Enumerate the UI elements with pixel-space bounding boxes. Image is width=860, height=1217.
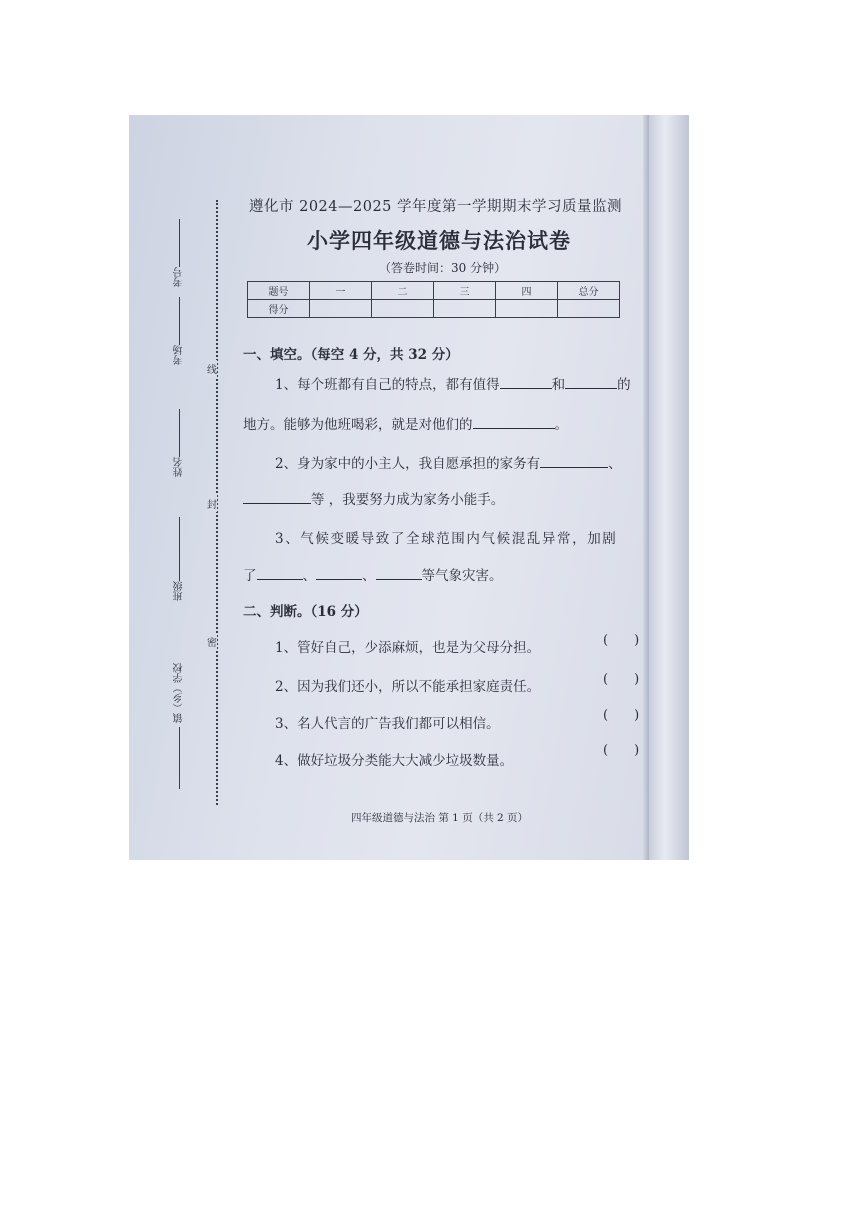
q3-text: 了 <box>243 568 257 584</box>
class-label: 班级 <box>173 581 185 601</box>
question-2-line1 <box>275 452 622 472</box>
exam-room-underline <box>179 297 180 345</box>
question-3-line1: 3、气候变暖导致了全球范围内气候混乱异常，加剧 <box>275 531 618 547</box>
answer-blank <box>243 491 311 504</box>
name-field <box>169 405 189 477</box>
page-footer: 四年级道德与法治 第 1 页（共 2 页） <box>351 812 529 824</box>
exam-paper-photo <box>129 115 689 860</box>
school-label: 镇（乡）学校 <box>173 663 185 723</box>
class-field <box>169 513 189 601</box>
q1-text: 。 <box>554 417 568 433</box>
score-cell <box>434 300 496 318</box>
seal-char-line: 线 <box>207 360 217 377</box>
exam-number-underline <box>179 219 180 267</box>
q2-text: 、 <box>608 456 622 472</box>
answer-paren: ( ) <box>603 672 640 687</box>
answer-paren: ( ) <box>603 743 640 758</box>
answer-blank <box>316 567 362 580</box>
q2-text: 2、身为家中的小主人，我自愿承担的家务有 <box>275 456 541 472</box>
school-underline <box>179 727 180 789</box>
q1-text: 1、每个班都有自己的特点，都有值得 <box>275 377 500 393</box>
score-table <box>247 281 620 318</box>
seal-char-seal: 封 <box>207 495 217 512</box>
q3-text: 、 <box>302 568 316 584</box>
school-field <box>169 663 189 789</box>
score-cell: 三 <box>434 282 496 300</box>
exam-title: 小学四年级道德与法治试卷 <box>307 229 571 253</box>
name-underline <box>179 409 180 457</box>
q3-text: 、 <box>362 568 376 584</box>
answer-blank <box>565 376 617 389</box>
seal-char-secret: 密 <box>207 633 217 650</box>
judge-item: 1、管好自己，少添麻烦，也是为父母分担。 <box>275 640 541 656</box>
exam-subtitle: 遵化市 2024—2025 学年度第一学期期末学习质量监测 <box>249 199 623 215</box>
score-cell <box>558 300 620 318</box>
answer-paren: ( ) <box>603 633 640 648</box>
score-table-header-row <box>248 282 620 300</box>
score-cell: 总分 <box>558 282 620 300</box>
class-underline <box>179 517 180 581</box>
answer-paren: ( ) <box>603 708 640 723</box>
name-label: 姓名 <box>173 457 185 477</box>
score-cell: 一 <box>310 282 372 300</box>
exam-number-field <box>169 215 189 287</box>
score-cell: 题号 <box>248 282 310 300</box>
exam-number-label: 考号 <box>173 267 185 287</box>
question-1-line2 <box>243 413 568 433</box>
answer-blank <box>500 376 552 389</box>
score-cell: 四 <box>496 282 558 300</box>
score-table-score-row <box>248 300 620 318</box>
q3-text: 等气象灾害。 <box>421 568 503 584</box>
answer-blank <box>257 567 303 580</box>
q1-text: 的 <box>617 377 631 393</box>
answer-blank <box>376 567 422 580</box>
time-note: （答卷时间：30 分钟） <box>379 261 507 275</box>
question-1-line1 <box>275 373 631 393</box>
q1-text: 和 <box>551 377 566 393</box>
score-cell: 二 <box>372 282 434 300</box>
judge-item: 4、做好垃圾分类能大大减少垃圾数量。 <box>275 753 514 769</box>
q1-text: 地方。能够为他班喝彩，就是对他们的 <box>243 417 473 433</box>
next-page-edge <box>649 115 689 860</box>
judge-item: 3、名人代言的广告我们都可以相信。 <box>275 716 500 732</box>
question-2-line2 <box>243 488 504 508</box>
score-cell <box>496 300 558 318</box>
question-3-line2 <box>243 564 503 584</box>
section2-heading: 二、判断。（16 分） <box>243 604 368 620</box>
answer-blank <box>540 455 608 468</box>
exam-room-field <box>169 293 189 365</box>
score-cell <box>372 300 434 318</box>
q2-text: 等 ，我要努力成为家务小能手。 <box>311 492 505 508</box>
section1-heading: 一、填空。（每空 4 分，共 32 分） <box>243 347 459 363</box>
exam-room-label: 考场 <box>173 345 185 365</box>
judge-item: 2、因为我们还小，所以不能承担家庭责任。 <box>275 679 541 695</box>
score-cell: 得分 <box>248 300 310 318</box>
answer-blank <box>473 416 555 429</box>
score-cell <box>310 300 372 318</box>
